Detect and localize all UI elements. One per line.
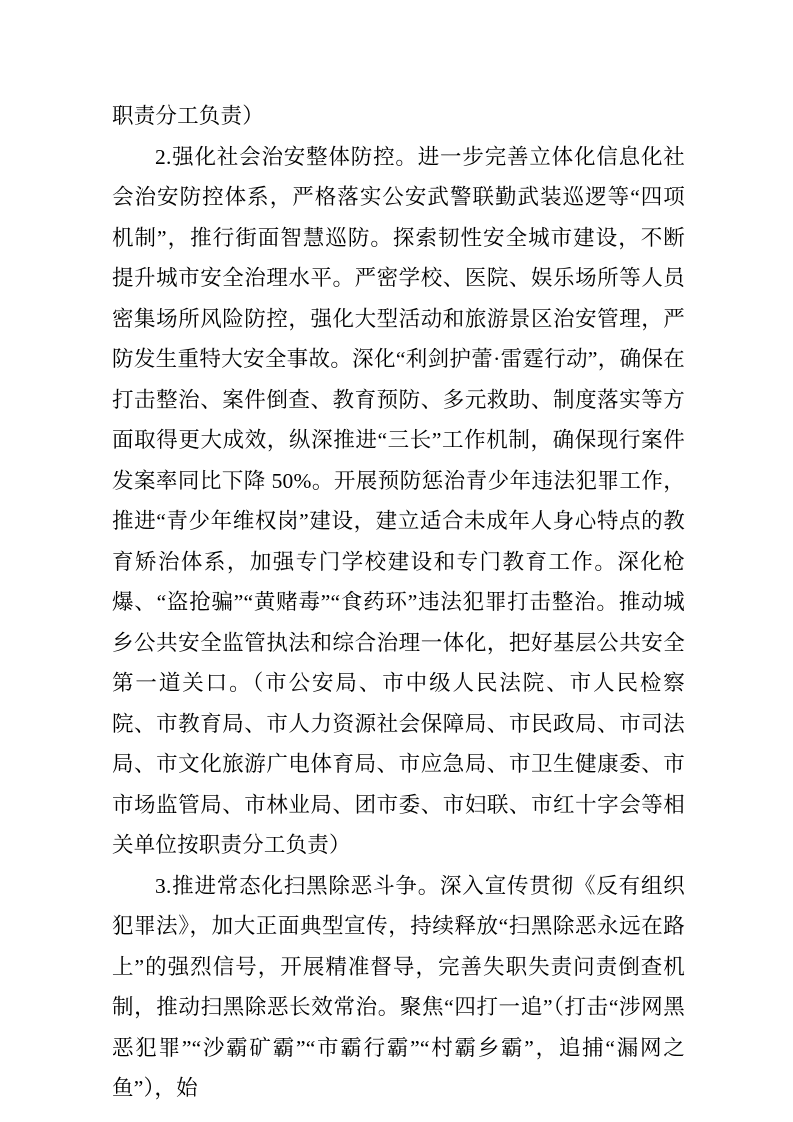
paragraph-continuation: 职责分工负责） bbox=[112, 104, 264, 128]
paragraph-item-2: 2.强化社会治安整体防控。进一步完善立体化信息化社会治安防控体系，严格落实公安武警联勤武装巡逻等“四项机制”，推行街面智慧巡防。探索韧性安全城市建设，不断提升城市安全治理水平。严密学校、医院、娱乐场所等人员密集场所风险防控，强化大型活动和旅游景区治安管理，严防发生重特大安全事故。深化“利剑护蕾·雷霆行动”，确保在打击整治、案件倒查、教育预防、多元救助、制度落实等方面取得更大成效，纵深推进“三长”工作机制，确保现行案件发案率同比下降 50%。开展预防惩治青少年违法犯罪工作，推进“青少年维权岗”建设，建立适合未成年人身心特点的教育矫治体系，加强专门学校建设和专门教育工作。深化枪爆、“盗抢骗”“黄赌毒”“食药环”违法犯罪打击整治。推动城乡公共安全监管执法和综合治理一体化，把好基层公共安全第一道关口。（市公安局、市中级人民法院、市人民检察院、市教育局、市人力资源社会保障局、市民政局、市司法局、市文化旅游广电体育局、市应急局、市卫生健康委、市市场监管局、市林业局、团市委、市妇联、市红十字会等相关单位按职责分工负责） bbox=[112, 144, 685, 857]
document-body bbox=[112, 96, 685, 1109]
paragraph-item-3: 3.推进常态化扫黑除恶斗争。深入宣传贯彻《反有组织犯罪法》，加大正面典型宣传，持续释放“扫黑除恶永远在路上”的强烈信号，开展精准督导，完善失职失责问责倒查机制，推动扫黑除恶长效常治。聚焦“四打一追”（打击“涉网黑恶犯罪”“沙霸矿霸”“市霸行霸”“村霸乡霸”，追捕“漏网之鱼”），始 bbox=[112, 873, 685, 1100]
